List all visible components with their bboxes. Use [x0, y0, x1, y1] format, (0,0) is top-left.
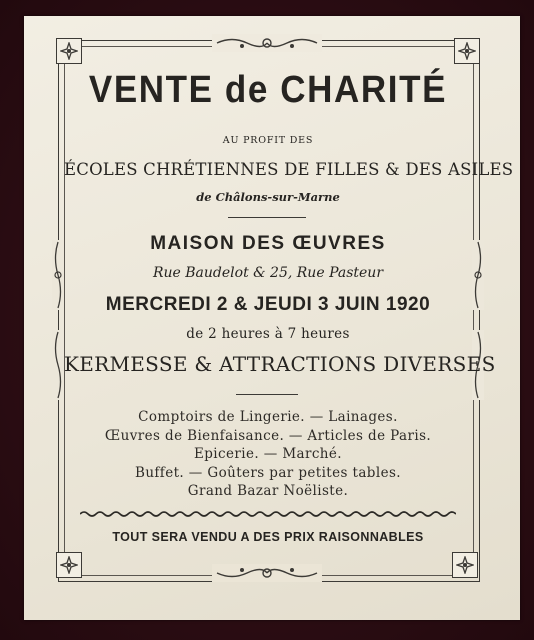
- attractions-line: KERMESSE & ATTRACTIONS DIVERSES: [64, 352, 496, 376]
- wavy-divider: [80, 509, 456, 519]
- bottom-left-fleuron-icon: [56, 552, 82, 578]
- event-dates: MERCREDI 2 & JEUDI 3 JUIN 1920: [105, 294, 431, 315]
- bottom-scroll-ornament-icon: [212, 564, 322, 582]
- right-upper-scroll-ornament-icon: [472, 240, 484, 310]
- left-lower-scroll-ornament-icon: [52, 330, 64, 400]
- footer-notice: TOUT SERA VENDU A DES PRIX RAISONNABLES: [112, 530, 424, 544]
- poster-title: VENTE de CHARITÉ: [88, 68, 448, 111]
- list-item: Comptoirs de Lingerie. — Lainages.: [138, 409, 398, 425]
- top-left-fleuron-icon: [56, 38, 82, 64]
- list-item: Epicerie. — Marché.: [194, 446, 342, 462]
- beneficiary-line: ÉCOLES CHRÉTIENNES DE FILLES & DES ASILES: [64, 160, 514, 179]
- profit-line: AU PROFIT DES: [222, 135, 314, 146]
- venue-address: Rue Baudelot & 25, Rue Pasteur: [152, 265, 384, 281]
- stalls-list: [64, 408, 472, 501]
- left-upper-scroll-ornament-icon: [52, 240, 64, 310]
- list-item: Œuvres de Bienfaisance. — Articles de Paris.: [104, 427, 432, 444]
- bottom-right-fleuron-icon: [452, 552, 478, 578]
- divider-rule: [236, 394, 298, 395]
- list-item: Buffet. — Goûters par petites tables.: [135, 464, 401, 481]
- top-right-fleuron-icon: [454, 38, 480, 64]
- divider-rule: [228, 217, 306, 218]
- top-scroll-ornament-icon: [212, 34, 322, 52]
- list-item: Grand Bazar Noëliste.: [187, 483, 349, 499]
- town-line: de Châlons-sur-Marne: [196, 190, 340, 204]
- event-hours: de 2 heures à 7 heures: [186, 326, 350, 342]
- venue-name: MAISON DES ŒUVRES: [150, 233, 386, 254]
